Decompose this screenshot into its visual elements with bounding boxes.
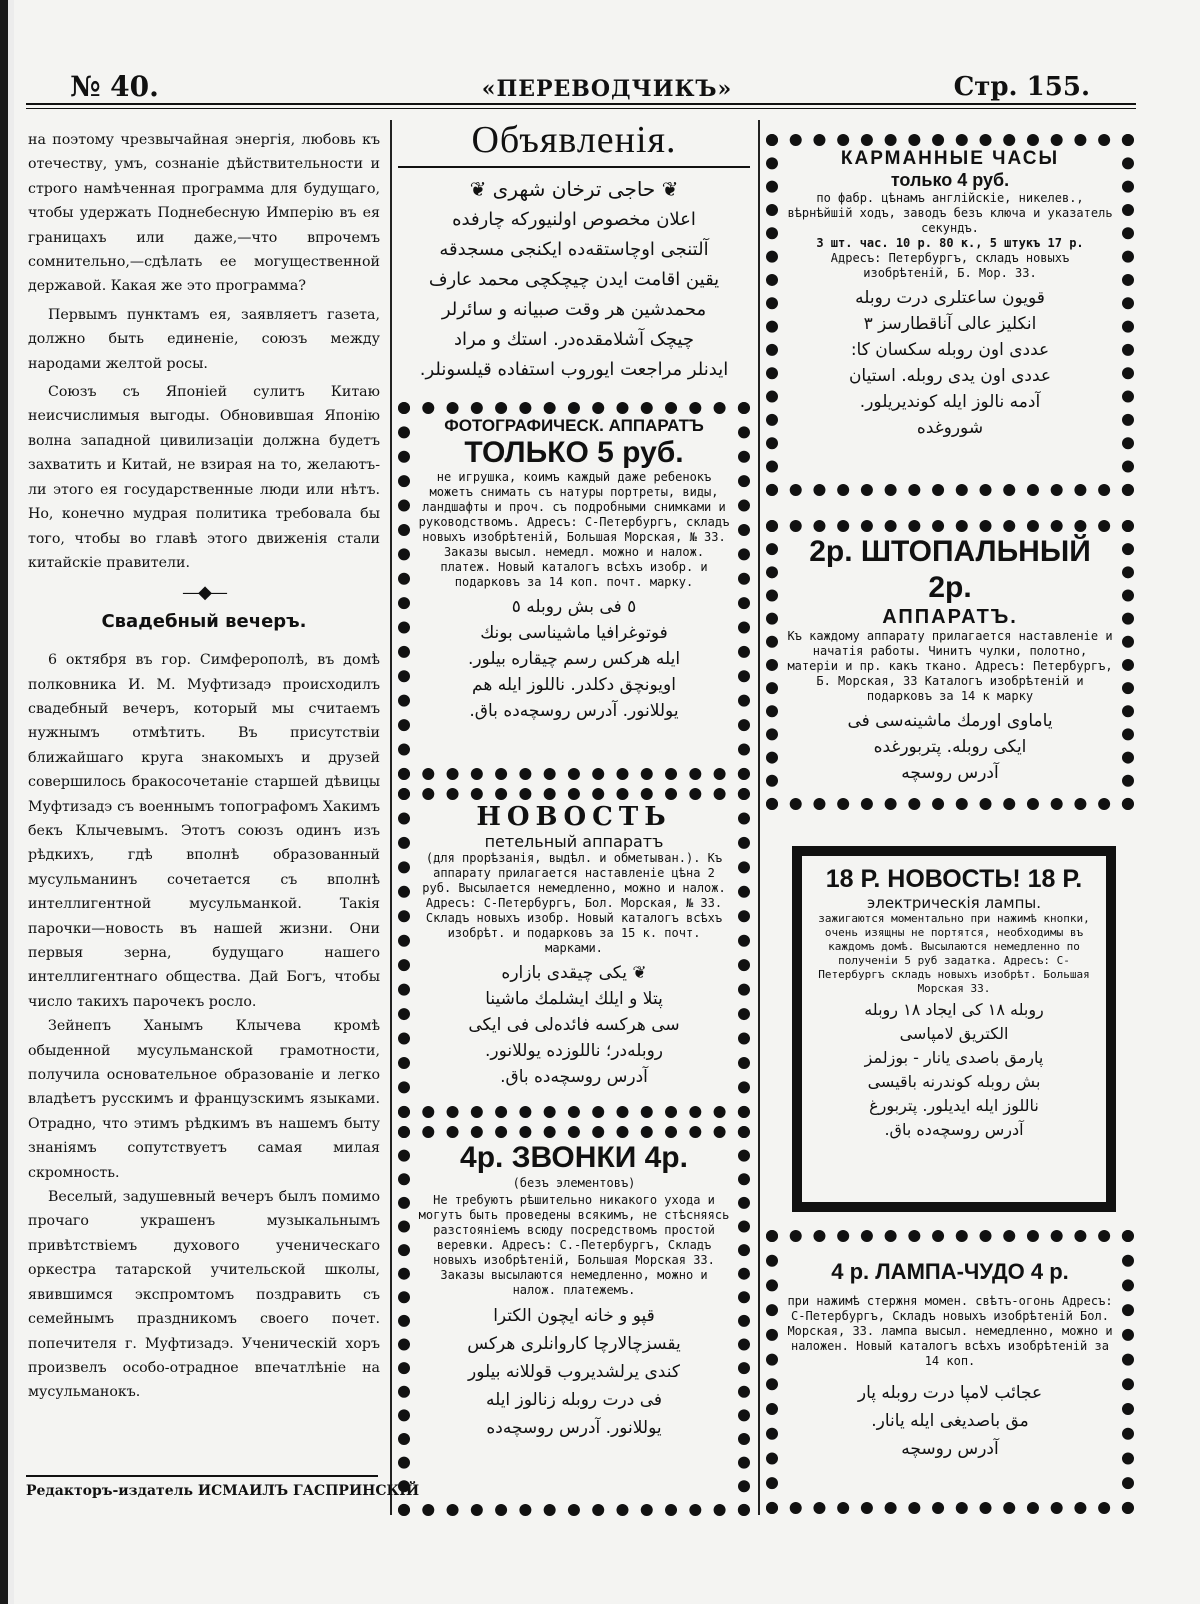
arabic-line: سی هرکسه فائده‌لی فی ایکی (468, 1015, 680, 1035)
arabic-line: آدرس روسچه (901, 763, 999, 783)
arabic-line: اعلان مخصوص اولنیورکه چارفده (452, 209, 696, 230)
newspaper-page (14, 0, 1200, 1604)
ad-detail: 3 шт. час. 10 р. 80 к., 5 штукъ 17 р. (816, 236, 1084, 250)
arabic-line: ناللوز ایله ایدیلور. پتربورغ (869, 1096, 1039, 1115)
announcements-title: Объявленія. (471, 119, 677, 161)
arabic-line: یوللانور. آدرس روسچه‌ده باق. (469, 701, 679, 721)
editor-credit: Редакторъ-издатель ИСМАИЛЪ ГАСПРИНСКІЙ (26, 1483, 420, 1499)
pocket-watch-ad (766, 134, 1134, 496)
arabic-line: الکتریق لامپاسی (899, 1024, 1009, 1043)
arabic-line: پارمق باصدی یانار - بوزلمز (864, 1048, 1044, 1067)
ad-subtitle: петельный аппаратъ (484, 832, 664, 851)
arabic-line: بش روبله کوندرنه باقیسی (867, 1072, 1041, 1091)
announcement-heading-arabic: ❦ حاجی ترخان شهری ❦ (469, 177, 679, 201)
ad-text-arabic (784, 1379, 1116, 1463)
arabic-line: آدمه نالوز ایله کوندیریلور. (859, 392, 1041, 412)
arabic-line: قپو و خانه ایچون الکترا (493, 1306, 655, 1326)
arabic-line: انکلیز عالی آناقطارسز ۳ (863, 314, 1037, 334)
darning-device-ad (766, 520, 1134, 810)
arabic-line: آدرس روسچه‌ده باق. (884, 1120, 1024, 1139)
page-number: Стр. 155. (953, 72, 1090, 102)
ad-subtitle: электрическія лампы. (867, 894, 1041, 912)
arabic-line: عددی اون روبله سکسان کا: (850, 340, 1050, 360)
ad-text: по фабр. цѣнамъ англійскіе, никелев., вѣрнѣйшій ходъ, заводъ безъ ключа и указатель секундъ. (787, 191, 1113, 235)
article-paragraph: Первымъ пунктамъ ея, заявляетъ газета, должно быть единеніе, союзъ между народами желтой росы. (28, 306, 380, 372)
title-rule (398, 166, 750, 168)
article-column (28, 128, 380, 1405)
header-rule (26, 103, 1136, 105)
section-ornament: —◆— (182, 582, 226, 604)
ad-title: НОВОСТЬ (476, 802, 672, 832)
arabic-line: چیچک آشلامقده‌در. استك و مراد (453, 329, 695, 350)
ad-subtitle: (безъ элементовъ) (512, 1176, 636, 1190)
photo-camera-ad (398, 402, 750, 780)
ad-price: только 4 руб. (890, 170, 1010, 190)
arabic-line: روبله ۱۸ کی ایجاد ۱۸ روبله (864, 1000, 1044, 1019)
article-paragraph: Союзъ съ Японіей сулитъ Китаю неисчислимыя выгоды. Обновившая Японію волна западной цивилизаціи должна будетъ захватить и Китай, не взирая на то, желаютъ-ли этого ея государственные люди или нѣтъ. Но, конечно мудрая политика требовала бы того, чтобы во главѣ этого движенія стали китайскіе правители. (28, 384, 380, 571)
article-paragraph: на поэтому чрезвычайная энергія, любовь къ отечеству, умъ, сознаніе дѣйствительности и строго намѣченная программа для будущаго, чтобы удержать Поднебесную Имперію въ ея границахъ или даже,—что впрочемъ сомнительно,—сдѣлать ее могущественной державой. Какая же это программа? (28, 132, 380, 295)
ad-subtitle: АППАРАТЪ. (882, 606, 1018, 628)
miracle-lamp-ad (766, 1230, 1134, 1514)
article-paragraph: Веселый, задушевный вечеръ былъ помимо прочаго украшенъ музыкальнымъ привѣтствіемъ духового ученическаго оркестра татарской учительской школы, явившимся экспромтомъ поздравить съ семейнымъ праздникомъ своего почет. попечителя г. Муфтизадэ. Ученическій хоръ произвелъ особо-отрадное впечатлѣніе на мусульманокъ. (28, 1189, 380, 1401)
arabic-line: ٥ فی بش روبله ٥ (511, 597, 637, 617)
arabic-line: آدرس روسچه‌ده باق. (500, 1067, 648, 1087)
arabic-line: فوتوغرافیا ماشیناسی بونك (480, 623, 668, 643)
ad-title: 2р. ШТОПАЛЬНЫЙ 2р. (809, 535, 1091, 604)
footer-rule (26, 1475, 378, 1477)
ad-text-arabic (784, 708, 1116, 786)
ad-text: (для прорѣзанія, выдѣл. и обметыван.). Къ аппарату прилагается наставленіе цѣна 2 руб. Высылается немедленно, можно и налож. Адресъ: С-Петербургъ, Бол. Морская, № 33. Складъ новыхъ изобр. Новый каталогъ всѣхъ изобрѣт. и подарковъ за 15 к. почт. марками. (422, 851, 726, 955)
ad-address: Адресъ: Петербургъ, складъ новыхъ изобрѣтеній, Б. Мор. 33. (830, 251, 1070, 280)
arabic-line: آلتنجی اوچاستقه‌ده ایکنجی مسجدقه (439, 239, 709, 260)
arabic-line: روبله‌در؛ ناللوزده یوللانور. (484, 1041, 664, 1061)
newspaper-title: «ПЕРЕВОДЧИКЪ» (481, 76, 733, 102)
arabic-line: پتلا و ایلك ایشلمك ماشینا (485, 989, 663, 1009)
issue-number: № 40. (70, 70, 159, 103)
buttonhole-device-ad (398, 788, 750, 1118)
arabic-line: ❦ یکی چیقدی بازاره (501, 963, 647, 983)
lamp-ad-inner (802, 856, 1106, 1202)
ad-text-arabic (784, 285, 1116, 441)
ad-text-arabic (812, 998, 1096, 1142)
arabic-line: یقین اقامت ایدن چیچکچی محمد عارف (428, 269, 720, 290)
ad-text: зажигаются моментально при нажимѣ кнопки, очень изящны не портятся, необходимы въ каждомъ домѣ. Высылаются немедленно по полученіи 5 руб задатка. Адресъ: С-Петербургъ складъ новыхъ изобрѣт. Большая Морская 33. (818, 912, 1090, 995)
electric-bells-ad (398, 1126, 750, 1516)
column-rule-1 (390, 120, 392, 1515)
arabic-line: محمدشین هر وقت صبیانه و سائرلر (441, 299, 707, 320)
arabic-line: مق باصدیغی ایله یانار. (871, 1411, 1029, 1431)
arabic-line: یاماوی اورمك ماشینه‌سی فی (847, 711, 1053, 731)
arabic-line: ایله هرکس رسم چیقاره بیلور. (467, 649, 681, 669)
ad-title: КАРМАННЫЕ ЧАСЫ (840, 148, 1060, 169)
ad-title: ФОТОГРАФИЧЕСК. АППАРАТЪ (444, 416, 704, 435)
article-paragraph: 6 октября въ гор. Симферополѣ, въ домѣ полковника И. М. Муфтизадэ происходилъ свадебный вечеръ, который мы считаемъ нужнымъ отмѣтить. Въ присутствіи ближайшаго круга знакомыхъ и друзей совершилось бракосочетаніе старшей дѣвицы Муфтизадэ съ военнымъ топографомъ Хакимъ бекъ Клычевымъ. Этотъ союзъ одинъ изъ рѣдкихъ, гдѣ вполнѣ образованный мусульманинъ сочетается съ вполнѣ интеллигентной мусульманкой. Такія парочки—новость въ нашей жизни. Они первыя зерна, будущаго нашего интеллигентнаго общества. Дай Богъ, чтобы число такихъ парочекъ росло. (28, 652, 380, 1010)
ad-text: Не требуютъ рѣшительно никакого ухода и могутъ быть проведены всякимъ, не стѣсняясь разстояніемъ всюду посредствомъ простой веревки. Адресъ: С.-Петербургъ, Складъ новыхъ изобрѣтеній, Большая Морская 33. Заказы высылаются немедленно, можно и налож. платежемъ. (418, 1193, 730, 1297)
ad-title: 4р. ЗВОНКИ 4р. (460, 1141, 688, 1174)
column-rule-2 (758, 120, 760, 1515)
section-heading: Свадебный вечеръ. (101, 610, 307, 632)
ad-text: при нажимѣ стержня момен. свѣтъ-огонь Адресъ: С-Петербургъ, Складъ новыхъ изобрѣтеній Бол. Морская, 33. лампа высыл. немедленно, можно и наложен. Новый каталогъ всѣхъ изобрѣтеній за 14 коп. (787, 1294, 1113, 1368)
arabic-line: ایدنلر مراجعت ایوروب استفاده قیلسونلر. (419, 359, 729, 380)
ad-text-arabic (416, 594, 732, 724)
scan-edge (0, 0, 8, 1604)
announcement-text-arabic (398, 205, 750, 385)
arabic-line: کندی یرلشدیروب قوللانه بیلور (468, 1362, 680, 1382)
arabic-line: یوللانور. آدرس روسچه‌ده (486, 1418, 662, 1438)
article-paragraph: Зейнепъ Ханымъ Клычева кромѣ обыденной мусульманской грамотности, получила основательное образованіе и легко владѣетъ русскимъ и французскимъ языками. Отрадно, что этимъ рѣдкимъ въ нашемъ быту знаніямъ сопутствуетъ самая милая скромность. (28, 1018, 380, 1181)
electric-lamps-ad (792, 846, 1116, 1212)
ad-text-arabic (416, 1302, 732, 1442)
arabic-line: آدرس روسچه (901, 1439, 999, 1459)
arabic-line: یقسزچالارچا کاروانلری هرکس (467, 1334, 681, 1354)
header-rule-thin (26, 108, 1136, 109)
ad-title: 18 Р. НОВОСТЬ! 18 Р. (825, 865, 1083, 893)
ad-price: ТОЛЬКО 5 руб. (464, 436, 684, 469)
announcement-ad (398, 119, 750, 394)
ad-text-arabic (416, 960, 732, 1090)
ad-title: 4 р. ЛАМПА-ЧУДО 4 р. (831, 1259, 1069, 1284)
arabic-line: اویونچق دکلدر. ناللوز ایله هم (472, 675, 676, 695)
arabic-line: فی درت روبله زنالوز ایله (485, 1390, 663, 1410)
arabic-line: ایکی روبله. پتربورغده (873, 737, 1027, 757)
arabic-line: شوروغده (916, 418, 984, 438)
arabic-line: عددی اون یدی روبله. استیان (848, 366, 1052, 386)
arabic-line: عجائب لامپا درت روبله پار (857, 1383, 1043, 1403)
arabic-line: قویون ساعتلری درت روبله (855, 288, 1045, 308)
ad-text: Къ каждому аппарату прилагается наставленіе и начатія работы. Чинитъ чулки, полотно, матеріи и пр. какъ ткано. Адресъ: Петербургъ, Б. Морская, 33 Каталогъ изобрѣтеній и подарковъ за 14 к марку (787, 629, 1113, 703)
ad-text: не игрушка, коимъ каждый даже ребенокъ можетъ снимать съ натуры портреты, виды, ландшафты и проч. съ подробными снимками и руководствомъ. Адресъ: С-Петербургъ, складъ новыхъ изобрѣтеній, Большая Морская, № 33. Заказы высыл. немедл. можно и налож. платеж. Новый каталогъ всѣхъ изобр. и подарковъ за 14 коп. почт. марку. (418, 470, 730, 589)
